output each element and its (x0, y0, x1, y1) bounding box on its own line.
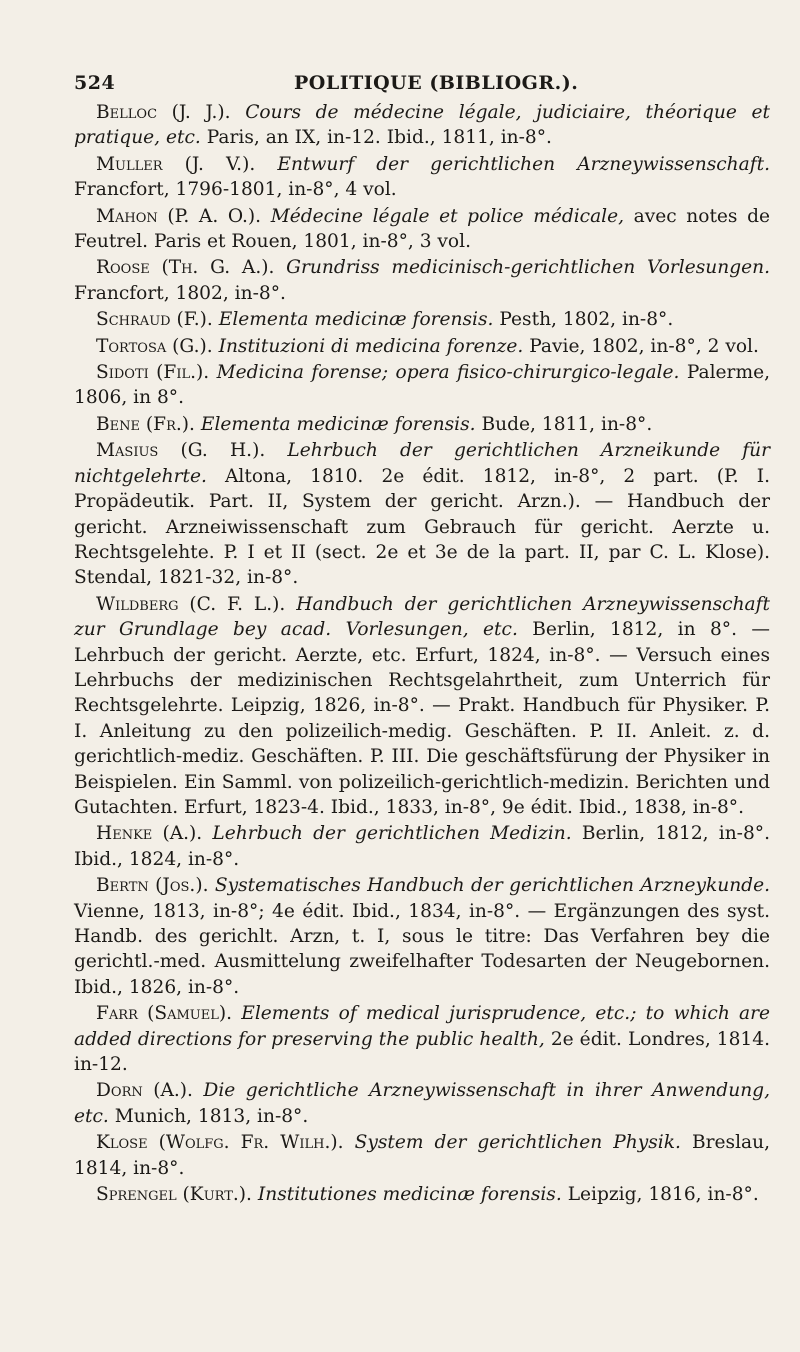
entry-title: Elements of medical jurisprudence, etc.; to which are added directions for preserving the public health, (74, 1003, 770, 1050)
entry-title: Médecine légale et police médicale, (270, 205, 625, 227)
entry-title: Lehrbuch der gerichtlichen Arzneikunde für nichtgelehrte. (74, 440, 770, 487)
bibliography-entry (74, 1001, 770, 1077)
entry-title: Medicina forense; opera fisico-chirurgico-legale. (216, 362, 680, 384)
entry-author: Henke (A.). (96, 823, 203, 845)
entry-author: Sidoti (Fil.). (96, 362, 210, 384)
entry-details: Berlin, 1812, in 8°. — Lehrbuch der gericht. Aerzte, etc. Erfurt, 1824, in-8°. — Versuch eines Lehrbuchs der medizinischen Rechtsgelahrtheit, zum Unterrich für Rechtsgelehrte. Leipzig, 1826, in-8°. — Prakt. Handbuch für Physiker. P. I. Anleitung zu den polizeilich-medig. Geschäften. P. II. Anleit. z. d. gerichtlich-mediz. Geschäften. P. III. Die geschäftsfürung der Physiker in Beispielen. Ein Samml. von polizeilich-gerichtlich-medizin. Berichten und Gutachten. Erfurt, 1823-4. Ibid., 1833, in-8°, 9e édit. Ibid., 1838, in-8°. (74, 619, 770, 818)
bibliography-entry (74, 1182, 770, 1207)
entry-details: Leipzig, 1816, in-8°. (567, 1184, 759, 1206)
entry-author: Bene (Fr.). (96, 413, 195, 435)
entry-title: Entwurf der gerichtlichen Arzneywissenschaft. (277, 153, 770, 175)
entry-details: Francfort, 1796-1801, in-8°, 4 vol. (74, 179, 397, 201)
entry-title: Lehrbuch der gerichtlichen Medizin. (212, 823, 572, 845)
entry-details: Berlin, 1812, in-8°. Ibid., 1824, in-8°. (74, 823, 770, 870)
entry-title: System der gerichtlichen Physik. (354, 1132, 681, 1154)
bibliography-entry (74, 592, 770, 821)
entry-details: Pavie, 1802, in-8°, 2 vol. (529, 335, 759, 357)
entry-details: avec notes de Feutrel. Paris et Rouen, 1801, in-8°, 3 vol. (74, 205, 770, 253)
entry-title: Instituzioni di medicina forenze. (218, 335, 524, 357)
entry-author: Bertn (Jos.). (96, 875, 209, 897)
entry-title: Systematisches Handbuch der gerichtlichen Arzneykunde. (214, 875, 770, 897)
bibliography-entry (74, 1130, 770, 1181)
bibliography-entry (74, 873, 770, 1000)
entry-author: Schraud (F.). (96, 309, 213, 331)
entry-author: Tortosa (G.). (96, 335, 213, 357)
bibliography-entry (74, 821, 770, 872)
entry-title: Elementa medicinæ forensis. (200, 413, 476, 435)
bibliography-entry (74, 1078, 770, 1129)
bibliography-entry (74, 412, 770, 437)
entry-details: Altona, 1810. 2e édit. 1812, in-8°, 2 part. (P. I. Propädeutik. Part. II, System der gericht. Arzn.). — Handbuch der gericht. Arzneiwissenschaft zum Gebrauch für gericht. Aerzte u. Rechtsgelehte. P. I et II (sect. 2e et 3e de la part. II, par C. L. Klose). Stendal, 1821-32, in-8°. (74, 465, 770, 589)
bibliography-entry (74, 152, 770, 203)
entry-author: Muller (J. V.). (96, 153, 256, 175)
entry-author: Masius (G. H.). (96, 440, 266, 462)
entry-details: Paris, an IX, in-12. Ibid., 1811, in-8°. (206, 127, 552, 149)
entry-details: Munich, 1813, in-8°. (114, 1105, 309, 1127)
entry-author: Dorn (A.). (96, 1080, 193, 1102)
entry-title: Die gerichtliche Arzneywissenschaft in ihrer Anwendung, etc. (74, 1080, 770, 1127)
bibliography-entry (74, 334, 770, 359)
entry-author: Mahon (P. A. O.). (96, 205, 262, 227)
entry-details: Francfort, 1802, in-8°. (74, 282, 286, 304)
bibliography-entry (74, 255, 770, 306)
entry-title: Institutiones medicinæ forensis. (257, 1184, 562, 1206)
bibliography-entry (74, 100, 770, 151)
bibliography-entry (74, 307, 770, 332)
entry-author: Klose (Wolfg. Fr. Wilh.). (96, 1132, 344, 1154)
entry-details: Palerme, 1806, in 8°. (74, 362, 770, 409)
entry-author: Sprengel (Kurt.). (96, 1184, 252, 1206)
bibliography-list (74, 100, 770, 1207)
entry-title: Cours de médecine légale, judiciaire, théorique et pratique, etc. (74, 102, 770, 149)
entry-details: Breslau, 1814, in-8°. (74, 1132, 771, 1179)
entry-details: Pesth, 1802, in-8°. (499, 309, 674, 331)
entry-title: Grundriss medicinisch-gerichtlichen Vorlesungen. (286, 257, 770, 279)
entry-author: Roose (Th. G. A.). (96, 257, 275, 279)
entry-author: Belloc (J. J.). (96, 102, 231, 123)
entry-details: Bude, 1811, in-8°. (481, 413, 653, 435)
entry-author: Wildberg (C. F. L.). (96, 593, 286, 615)
entry-details: Vienne, 1813, in-8°; 4e édit. Ibid., 1834, in-8°. — Ergänzungen des syst. Handb. des gerichlt. Arzn, t. I, sous le titre: Das Verfahren bey die gerichtl.-med. Ausmittelung zweifelhafter Todesarten der Neugebornen. Ibid., 1826, in-8°. (74, 900, 770, 998)
entry-author: Farr (Samuel). (96, 1003, 233, 1025)
page-number: 524 (74, 72, 116, 94)
running-title: POLITIQUE (BIBLIOGR.). (294, 72, 579, 94)
entry-title: Handbuch der gerichtlichen Arzneywissenschaft zur Grundlage bey acad. Vorlesungen, etc. (74, 593, 770, 641)
bibliography-entry (74, 204, 770, 255)
bibliography-entry (74, 360, 770, 411)
page-header (74, 72, 770, 94)
entry-title: Elementa medicinæ forensis. (218, 309, 494, 331)
entry-details: 2e édit. Londres, 1814. in-12. (74, 1028, 770, 1076)
bibliography-entry (74, 438, 770, 590)
